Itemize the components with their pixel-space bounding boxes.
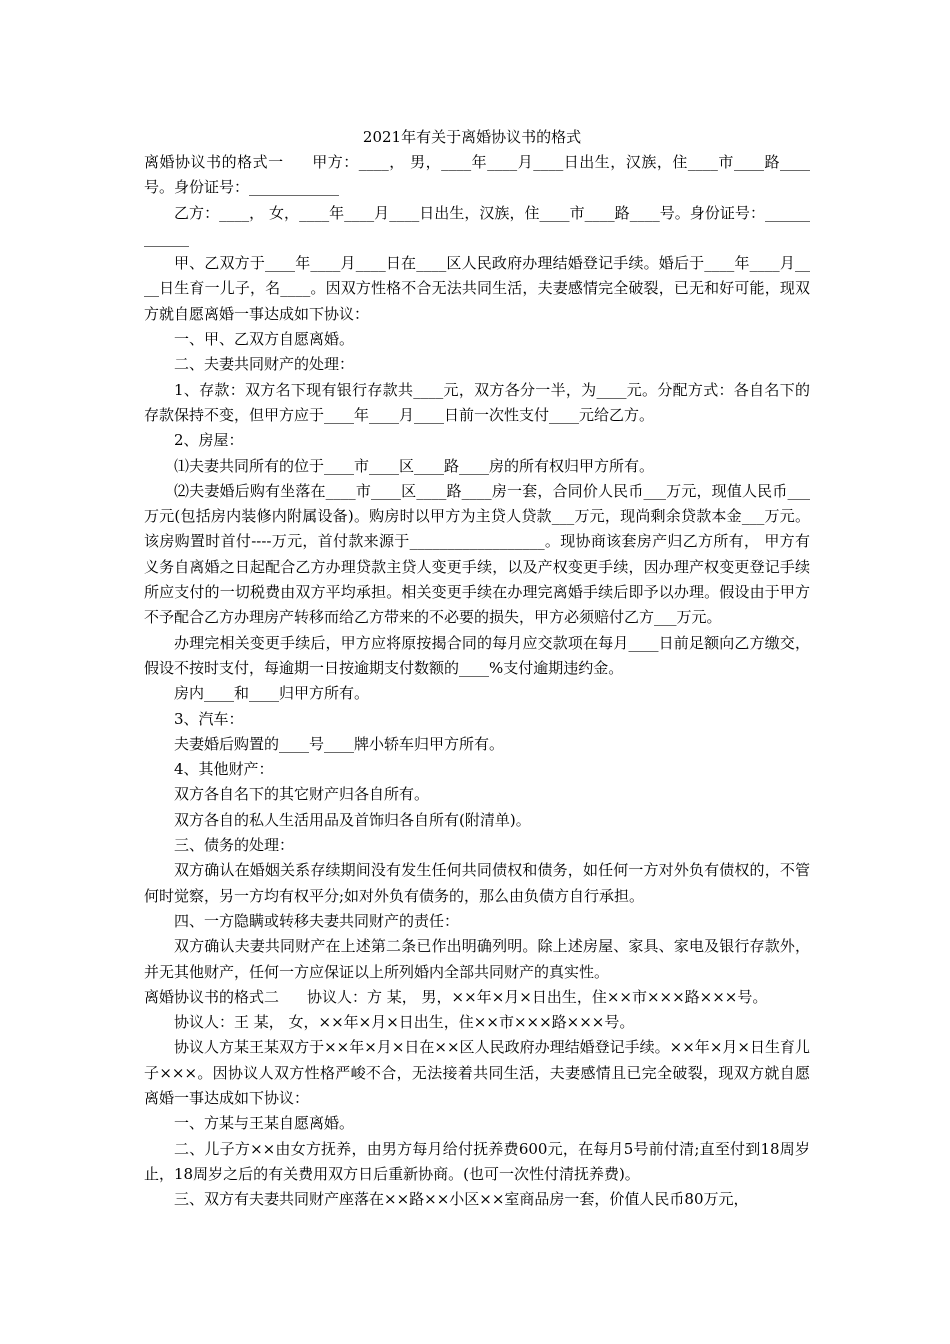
paragraph-text: 四、一方隐瞒或转移夫妻共同财产的责任： — [174, 911, 460, 930]
paragraph-text: 协议人：方 某， 男，××年×月×日出生，住××市×××路×××号。 — [307, 987, 768, 1006]
paragraph — [144, 1111, 810, 1136]
document-body — [144, 150, 810, 1212]
paragraph — [144, 909, 810, 934]
paragraph-text: 房内____和____归甲方所有。 — [174, 684, 370, 703]
paragraph-text: 协议人方某王某双方于××年×月×日在××区人民政府办理结婚登记手续。××年×月×日生育儿子×××。因协议人双方性格严峻不合，无法接着共同生活，夫妻感情且已完全破裂，现双方就自愿离婚一事达成如下协议： — [144, 1038, 810, 1107]
paragraph — [144, 1010, 810, 1035]
paragraph-text: 三、双方有夫妻共同财产座落在××路××小区××室商品房一套，价值人民币80万元， — [174, 1190, 749, 1209]
paragraph — [144, 985, 810, 1010]
paragraph-text: 协议人：王 某， 女，××年×月×日出生，住××市×××路×××号。 — [174, 1013, 635, 1032]
paragraph-text: 办理完相关变更手续后，甲方应将原按揭合同的每月应交款项在每月____日前足额向乙方缴交，假设不按时支付，每逾期一日按逾期支付数额的____%支付逾期违约金。 — [144, 633, 810, 677]
paragraph — [144, 631, 810, 682]
paragraph-text: 三、债务的处理： — [174, 836, 295, 855]
paragraph-text: 2、房屋： — [174, 431, 244, 450]
paragraph-text: 甲方：____， 男，____年____月____日出生，汉族，住____市____路____号。身份证号：____________ — [144, 153, 810, 197]
paragraph — [144, 352, 810, 377]
paragraph — [144, 251, 810, 327]
paragraph-text: 双方各自的私人生活用品及首饰归各自所有(附清单)。 — [174, 810, 531, 829]
paragraph — [144, 1187, 810, 1212]
paragraph — [144, 1137, 810, 1188]
document-page — [144, 124, 810, 1212]
paragraph-text: ⑴夫妻共同所有的位于____市____区____路____房的所有权归甲方所有。 — [174, 456, 655, 475]
paragraph-text: 双方各自名下的其它财产归各自所有。 — [174, 785, 430, 804]
paragraph-text: 3、汽车： — [174, 709, 244, 728]
paragraph — [144, 479, 810, 631]
paragraph — [144, 782, 810, 807]
paragraph — [144, 327, 810, 352]
paragraph — [144, 833, 810, 858]
paragraph — [144, 707, 810, 732]
paragraph — [144, 150, 810, 201]
paragraph-text: ⑵夫妻婚后购有坐落在____市____区____路____房一套，合同价人民币___万元，现值人民币___万元(包括房内装修内附属设备)。购房时以甲方为主贷人贷款___万元，现尚剩余贷款本金___万元。该房购置时首付----万元，首付款来源于__________________。现协商该套房产归乙方所有， 甲方有义务自离婚之日起配合乙方办理贷款主贷人变更手续，以及产权变更手续，因办理产权变更登记手续所应支付的一切税费由双方平均承担。相关变更手续在办理完离婚手续后即予以办理。假设由于甲方不予配合乙方办理房产转移而给乙方带来的不必要的损失，甲方必须赔付乙方___万元。 — [144, 481, 810, 627]
paragraph — [144, 757, 810, 782]
paragraph — [144, 858, 810, 909]
paragraph — [144, 934, 810, 985]
paragraph-text: 一、甲、乙双方自愿离婚。 — [174, 330, 355, 349]
paragraph-text: 1、存款：双方名下现有银行存款共____元，双方各分一半，为____元。分配方式：各自名下的存款保持不变，但甲方应于____年____月____日前一次性支付____元给乙方。 — [144, 380, 810, 424]
paragraph-text: 一、方某与王某自愿离婚。 — [174, 1114, 355, 1133]
paragraph-text: 乙方：____， 女，____年____月____日出生，汉族，住____市____路____号。身份证号：____________ — [144, 203, 810, 247]
paragraph — [144, 454, 810, 479]
paragraph — [144, 428, 810, 453]
section-heading: 离婚协议书的格式一 — [144, 153, 284, 171]
paragraph-text: 夫妻婚后购置的____号____牌小轿车归甲方所有。 — [174, 734, 505, 753]
paragraph — [144, 1035, 810, 1111]
paragraph — [144, 732, 810, 757]
paragraph — [144, 378, 810, 429]
paragraph — [144, 681, 810, 706]
paragraph-text: 4、其他财产： — [174, 760, 274, 779]
paragraph-text: 二、儿子方××由女方抚养，由男方每月给付抚养费600元，在每月5号前付清;直至付到18周岁止，18周岁之后的有关费用双方日后重新协商。(也可一次性付清抚养费)。 — [144, 1139, 810, 1183]
paragraph — [144, 808, 810, 833]
paragraph-text: 双方确认在婚姻关系存续期间没有发生任何共同债权和债务，如任何一方对外负有债权的，不管何时觉察，另一方均有权平分;如对外负有债务的，那么由负债方自行承担。 — [144, 861, 810, 905]
paragraph-text: 双方确认夫妻共同财产在上述第二条已作出明确列明。除上述房屋、家具、家电及银行存款外，并无其他财产，任何一方应保证以上所列婚内全部共同财产的真实性。 — [144, 937, 810, 981]
section-heading: 离婚协议书的格式二 — [144, 987, 280, 1006]
paragraph-text: 甲、乙双方于____年____月____日在____区人民政府办理结婚登记手续。婚后于____年____月____日生育一儿子，名____。因双方性格不合无法共同生活，夫妻感情完全破裂，已无和好可能，现双方就自愿离婚一事达成如下协议： — [144, 254, 810, 323]
paragraph-text: 二、夫妻共同财产的处理： — [174, 355, 355, 374]
document-title: 2021年有关于离婚协议书的格式 — [362, 128, 582, 146]
paragraph — [144, 201, 810, 252]
